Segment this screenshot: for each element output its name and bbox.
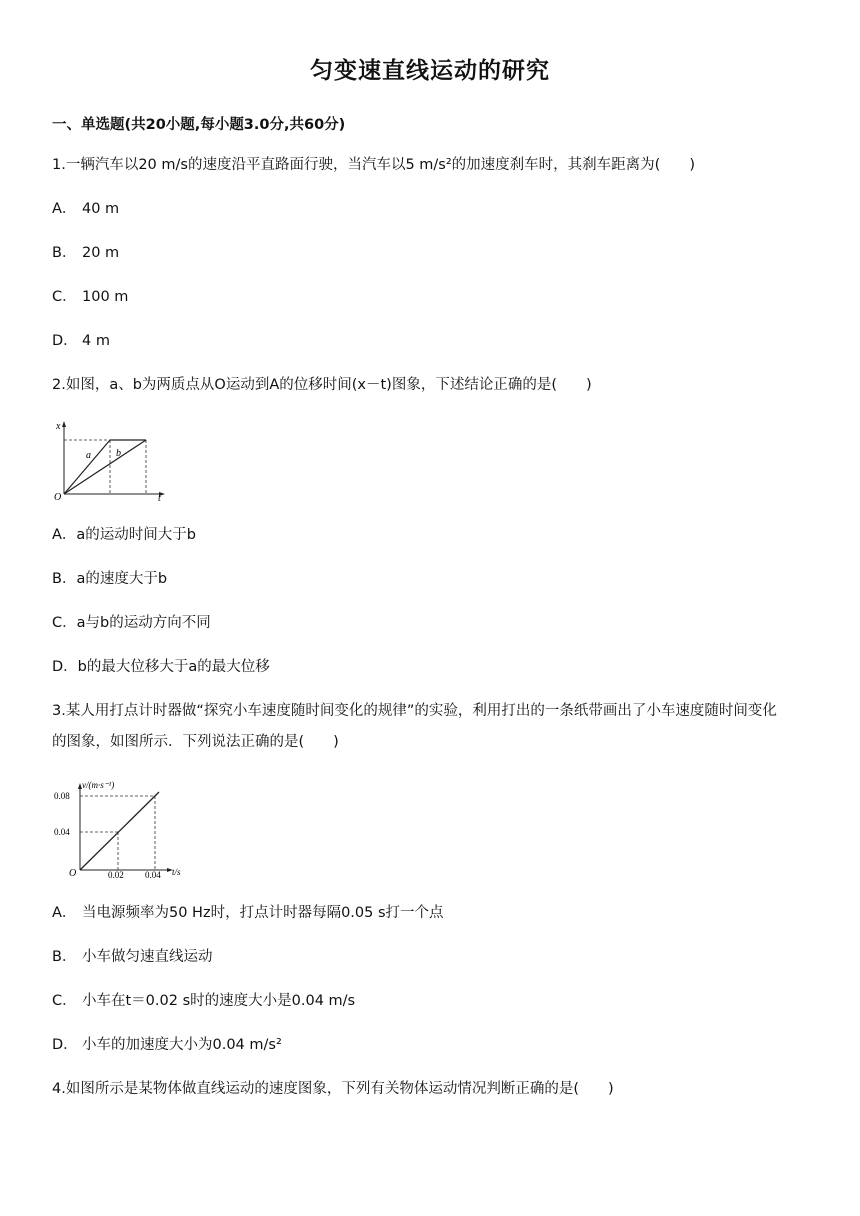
question-1-stem: 1.一辆汽车以20 m/s的速度沿平直路面行驶，当汽车以5 m/s²的加速度刹车时，其刹车距离为( ) xyxy=(52,157,695,173)
option-letter: C． xyxy=(52,615,77,631)
question-2-option-a[interactable] xyxy=(52,523,196,548)
option-letter: B． xyxy=(52,949,77,965)
x-tick-label: 0.02 xyxy=(108,870,124,880)
question-2-stem: 2.如图，a、b为两质点从O运动到A的位移时间(x－t)图象，下述结论正确的是( ) xyxy=(52,377,592,393)
question-1-option-a[interactable] xyxy=(52,197,119,222)
origin-label: O xyxy=(69,868,77,879)
axis-label-t: t xyxy=(158,493,161,502)
question-2-option-c[interactable] xyxy=(52,611,211,636)
axis-label-x: x xyxy=(56,421,61,432)
question-3-option-a[interactable] xyxy=(52,901,444,926)
question-3-option-d[interactable] xyxy=(52,1033,282,1058)
option-text: 20 m xyxy=(82,245,120,261)
option-letter: D． xyxy=(52,659,78,675)
question-1-option-b[interactable] xyxy=(52,241,119,266)
option-text: 小车在t＝0.02 s时的速度大小是0.04 m/s xyxy=(82,993,356,1009)
axis-label-ts: t/s xyxy=(172,867,181,877)
option-text: b的最大位移大于a的最大位移 xyxy=(77,659,270,675)
option-letter: C． xyxy=(52,289,77,305)
question-3-option-c[interactable] xyxy=(52,989,355,1014)
question-3-option-b[interactable] xyxy=(52,945,213,970)
option-text: 4 m xyxy=(82,333,110,349)
question-2-option-d[interactable] xyxy=(52,655,270,680)
option-letter: A． xyxy=(52,201,77,217)
option-text: 小车的加速度大小为0.04 m/s² xyxy=(82,1037,282,1053)
option-text: 当电源频率为50 Hz时，打点计时器每隔0.05 s打一个点 xyxy=(82,905,444,921)
option-text: a的速度大于b xyxy=(76,571,168,587)
question-4-stem: 4.如图所示是某物体做直线运动的速度图象，下列有关物体运动情况判断正确的是( ) xyxy=(52,1081,614,1097)
option-text: a的运动时间大于b xyxy=(76,527,197,543)
page-title: 匀变速直线运动的研究 xyxy=(310,58,550,84)
option-letter: D． xyxy=(52,1037,78,1053)
line-label-a: a xyxy=(86,450,91,461)
question-2-figure xyxy=(52,418,172,502)
y-tick-label: 0.04 xyxy=(54,827,70,837)
question-3-figure xyxy=(52,778,192,880)
question-3-stem-line-1: 3.某人用打点计时器做“探究小车速度随时间变化的规律”的实验，利用打出的一条纸带画出了小车速度随时间变化 xyxy=(52,703,777,719)
option-letter: C． xyxy=(52,993,77,1009)
option-text: 40 m xyxy=(82,201,120,217)
question-2-option-b[interactable] xyxy=(52,567,167,592)
option-letter: A． xyxy=(52,527,77,543)
option-letter: A． xyxy=(52,905,77,921)
question-1-option-c[interactable] xyxy=(52,285,128,310)
axis-label-v: v/(m·s⁻¹) xyxy=(82,780,115,790)
x-tick-label: 0.04 xyxy=(145,870,161,880)
question-3-stem-line-2: 的图象，如图所示．下列说法正确的是( ) xyxy=(52,734,339,750)
option-letter: B． xyxy=(52,571,77,587)
origin-label: O xyxy=(54,492,62,502)
option-text: a与b的运动方向不同 xyxy=(76,615,211,631)
option-text: 100 m xyxy=(82,289,129,305)
y-tick-label: 0.08 xyxy=(54,791,70,801)
option-letter: B． xyxy=(52,245,77,261)
question-1-option-d[interactable] xyxy=(52,329,110,354)
line-label-b: b xyxy=(116,448,121,459)
option-letter: D． xyxy=(52,333,78,349)
section-heading: 一、单选题(共20小题,每小题3.0分,共60分) xyxy=(52,117,346,133)
option-text: 小车做匀速直线运动 xyxy=(82,949,213,965)
